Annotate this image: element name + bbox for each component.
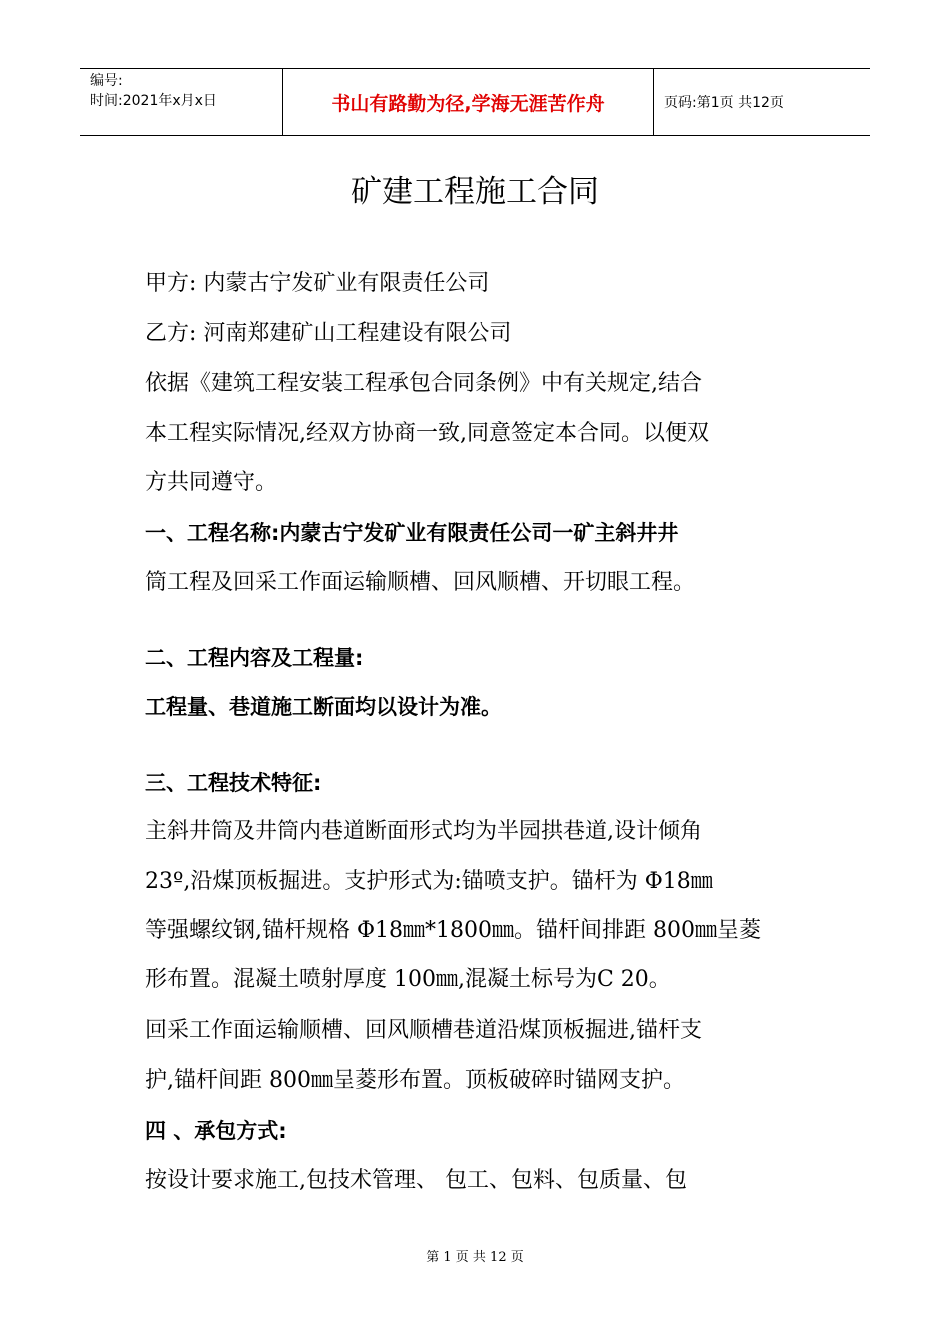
intro-line-2: 本工程实际情况,经双方协商一致,同意签定本合同。以便双	[145, 421, 709, 446]
header-meta	[80, 69, 282, 135]
section3-line-4: 形布置。混凝土喷射厚度 100㎜,混凝土标号为C 20。	[145, 967, 671, 992]
section4-text: 按设计要求施工,包技术管理、 包工、包料、包质量、包	[145, 1168, 687, 1193]
party-a: 甲方: 内蒙古宁发矿业有限责任公司	[145, 271, 490, 296]
section3-title: 三、工程技术特征:	[145, 771, 322, 795]
section1-line-1: 一、工程名称:内蒙古宁发矿业有限责任公司一矿主斜井井	[145, 521, 679, 545]
section1-line-2: 筒工程及回采工作面运输顺槽、回风顺槽、开切眼工程。	[145, 570, 696, 595]
intro-line-1: 依据《建筑工程安装工程承包合同条例》中有关规定,结合	[145, 371, 702, 396]
section2-text: 工程量、巷道施工断面均以设计为准。	[145, 695, 502, 719]
section3b-line-2: 护,锚杆间距 800㎜呈菱形布置。顶板破碎时锚网支护。	[145, 1068, 685, 1093]
section3-line-3: 等强螺纹钢,锚杆规格 Φ18㎜*1800㎜。锚杆间排距 800㎜呈菱	[145, 918, 761, 943]
page-footer: 第 1 页 共 12 页	[426, 1250, 524, 1265]
page-header	[80, 68, 870, 136]
document-title: 矿建工程施工合同	[351, 174, 599, 210]
document-time: 时间:2021年x月x日	[90, 93, 217, 109]
section3-line-1: 主斜井筒及井筒内巷道断面形式均为半园拱巷道,设计倾角	[145, 819, 702, 844]
section3-line-2: 23º,沿煤顶板掘进。支护形式为:锚喷支护。锚杆为 Φ18㎜	[145, 869, 713, 894]
header-motto: 书山有路勤为径,学海无涯苦作舟	[282, 69, 654, 135]
party-b: 乙方: 河南郑建矿山工程建设有限公司	[145, 321, 512, 346]
header-page-code: 页码:第1页 共12页	[664, 95, 784, 111]
document-number: 编号:	[90, 73, 123, 89]
section3b-line-1: 回采工作面运输顺槽、回风顺槽巷道沿煤顶板掘进,锚杆支	[145, 1018, 702, 1043]
section2-title: 二、工程内容及工程量:	[145, 646, 364, 670]
intro-line-3: 方共同遵守。	[145, 470, 278, 495]
section4-title: 四 、承包方式:	[145, 1119, 287, 1143]
